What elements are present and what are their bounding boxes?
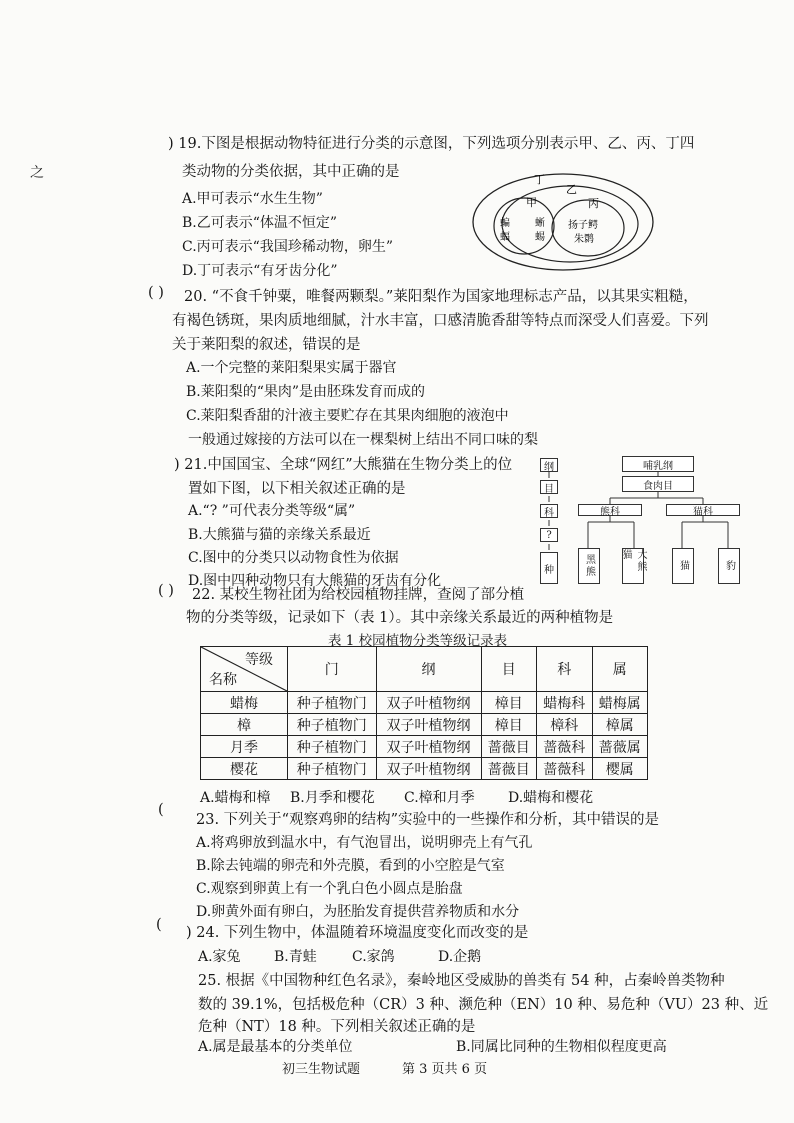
q22-option-c: C.樟和月季 (404, 790, 475, 806)
q25-option-b: B.同属比同种的生物相似程度更高 (456, 1039, 667, 1055)
label-yi: 乙 (566, 183, 577, 196)
rank-gang: 纲 (540, 458, 558, 472)
q23-answer-paren: ( (158, 802, 164, 818)
q22-option-d: D.蜡梅和樱花 (508, 790, 594, 806)
q20-line3: 关于莱阳梨的叙述，错误的是 (172, 337, 361, 353)
animal-c1: 扬子鳄 (568, 220, 598, 231)
q23-option-d: D.卵黄外面有卵白，为胚胎发育提供营养物质和水分 (196, 904, 520, 920)
q25-line2: 数的 39.1%，包括极危种（CR）3 种、濒危种（EN）10 种、易危种（VU）23 种、近 (198, 997, 769, 1013)
q23-line1: 23. 下列关于“观察鸡卵的结构”实验中的一些操作和分析，其中错误的是 (196, 812, 659, 828)
table-cell: 蜡梅科 (537, 692, 592, 714)
q21-line2: 置如下图，以下相关叙述正确的是 (188, 481, 406, 497)
table-header-row (201, 647, 648, 692)
q23-option-a: A.将鸡卵放到温水中，有气泡冒出，说明卵壳上有气孔 (196, 835, 533, 851)
q24-answer-paren: ( (156, 917, 162, 933)
table-row (201, 714, 648, 736)
q25-line1: 25. 根据《中国物种红色名录》，秦岭地区受威胁的兽类有 54 种，占秦岭兽类物种 (198, 973, 725, 989)
q20-option-b: B.莱阳梨的“果肉”是由胚珠发育而成的 (186, 384, 426, 400)
label-jia: 甲 (526, 196, 537, 209)
animal-a2: 蝠 (500, 232, 510, 243)
q19-option-d: D.丁可表示“有牙齿分化” (182, 263, 338, 279)
header-order: 目 (481, 647, 536, 692)
animal-c2: 朱鹮 (574, 234, 594, 245)
footer-page-number: 第 3 页共 6 页 (402, 1062, 488, 1077)
species-black-bear: 黑熊 (578, 548, 600, 584)
header-rank-label: 等级 (245, 652, 273, 668)
table-cell: 樟属 (592, 714, 648, 736)
table-row (201, 736, 648, 758)
table-title: 表 1 校园植物分类等级记录表 (328, 633, 508, 649)
table-cell: 双子叶植物纲 (376, 714, 481, 736)
table-cell: 蔷薇科 (537, 758, 592, 780)
q19-line2: 类动物的分类依据，其中正确的是 (182, 164, 400, 180)
q21-option-c: C.图中的分类只以动物食性为依据 (188, 550, 399, 566)
animal-a1: 蝙 (500, 218, 510, 229)
rank-ke: 科 (540, 504, 558, 518)
table-cell: 樱属 (592, 758, 648, 780)
q22-option-a: A.蜡梅和樟 (200, 790, 271, 806)
classification-table (200, 646, 648, 780)
q19-venn-diagram (470, 170, 660, 274)
q25-option-a: A.属是最基本的分类单位 (198, 1039, 353, 1055)
header-class: 纲 (376, 647, 481, 692)
q20-answer-paren: ( ) (148, 285, 164, 301)
table-cell: 双子叶植物纲 (376, 758, 481, 780)
table-corner-cell (201, 647, 288, 692)
header-phylum: 门 (288, 647, 377, 692)
q21-line1: ) 21.中国国宝、全球“网红”大熊猫在生物分类上的位 (174, 457, 513, 473)
label-bing: 丙 (588, 197, 599, 210)
q19-option-a: A.甲可表示“水生生物” (182, 191, 323, 207)
table-row (201, 692, 648, 714)
species-cat: 猫 (672, 548, 694, 584)
margin-character: 之 (30, 165, 44, 181)
q22-answer-paren: ( ) (158, 583, 174, 599)
q22-line2: 物的分类等级，记录如下（表 1）。其中亲缘关系最近的两种植物是 (186, 610, 614, 626)
q24-option-a: A.家兔 (198, 949, 241, 965)
q20-option-a: A.一个完整的莱阳梨果实属于器官 (186, 360, 397, 376)
node-mammalia: 哺乳纲 (622, 456, 694, 472)
q21-option-a: A.“? ”可代表分类等级“属” (188, 503, 356, 519)
table-cell: 蜡梅属 (592, 692, 648, 714)
q24-line1: ) 24. 下列生物中，体温随着环境温度变化而改变的是 (186, 925, 529, 941)
q19-option-b: B.乙可表示“体温不恒定” (182, 215, 338, 231)
table-cell: 樟 (201, 714, 288, 736)
q22-line1: 22. 某校生物社团为给校园植物挂牌，查阅了部分植 (192, 587, 525, 603)
q19-option-c: C.丙可表示“我国珍稀动物，卵生” (182, 239, 393, 255)
q24-option-d: D.企鹅 (438, 949, 482, 965)
table-cell: 樟目 (481, 714, 536, 736)
rank-unknown: ? (540, 528, 558, 542)
table-cell: 蜡梅 (201, 692, 288, 714)
table-cell: 樟目 (481, 692, 536, 714)
table-row (201, 758, 648, 780)
q24-option-c: C.家鸽 (352, 949, 395, 965)
q23-option-c: C.观察到卵黄上有一个乳白色小圆点是胎盘 (196, 881, 463, 897)
species-leopard: 豹 (718, 548, 740, 584)
header-family: 科 (537, 647, 592, 692)
node-felidae: 猫科 (666, 504, 740, 516)
q22-option-b: B.月季和樱花 (290, 790, 375, 806)
animal-b2: 蜴 (535, 232, 545, 243)
table-cell: 蔷薇科 (537, 736, 592, 758)
table-cell: 种子植物门 (288, 758, 377, 780)
node-ursidae: 熊科 (578, 504, 642, 516)
q21-option-b: B.大熊猫与猫的亲缘关系最近 (188, 527, 371, 543)
table-cell: 种子植物门 (288, 736, 377, 758)
q20-option-d: 一般通过嫁接的方法可以在一棵梨树上结出不同口味的梨 (188, 432, 538, 448)
node-carnivora: 食肉目 (622, 476, 694, 492)
q19-line1: ) 19.下图是根据动物特征进行分类的示意图，下列选项分别表示甲、乙、丙、丁四 (168, 136, 695, 152)
footer-subject: 初三生物试题 (282, 1062, 361, 1077)
table-cell: 双子叶植物纲 (376, 736, 481, 758)
q20-line1: 20. “不食千钟粟，唯餐两颗梨。”莱阳梨作为国家地理标志产品，以其果实粗糙， (184, 289, 698, 305)
label-ding: 丁 (534, 173, 545, 186)
table-cell: 蔷薇目 (481, 758, 536, 780)
species-giant-panda: 大熊猫 (622, 548, 644, 584)
header-genus: 属 (592, 647, 648, 692)
q20-line2: 有褐色锈斑，果肉质地细腻，汁水丰富，口感清脆香甜等特点而深受人们喜爱。下列 (172, 313, 709, 329)
rank-mu: 目 (540, 480, 558, 494)
header-name-label: 名称 (209, 672, 237, 688)
q23-option-b: B.除去钝端的卵壳和外壳膜，看到的小空腔是气室 (196, 858, 505, 874)
rank-zhong: 种 (540, 552, 558, 584)
q21-option-d: D.图中四种动物只有大熊猫的牙齿有分化 (188, 573, 442, 589)
table-cell: 月季 (201, 736, 288, 758)
q25-line3: 危种（NT）18 种。下列相关叙述正确的是 (198, 1019, 476, 1035)
table-cell: 蔷薇属 (592, 736, 648, 758)
q24-option-b: B.青蛙 (274, 949, 317, 965)
table-cell: 种子植物门 (288, 692, 377, 714)
q20-option-c: C.莱阳梨香甜的汁液主要贮存在其果肉细胞的液泡中 (186, 408, 509, 424)
table-cell: 种子植物门 (288, 714, 377, 736)
animal-b1: 蜥 (535, 218, 545, 229)
table-cell: 樱花 (201, 758, 288, 780)
table-cell: 樟科 (537, 714, 592, 736)
table-cell: 双子叶植物纲 (376, 692, 481, 714)
table-cell: 蔷薇目 (481, 736, 536, 758)
